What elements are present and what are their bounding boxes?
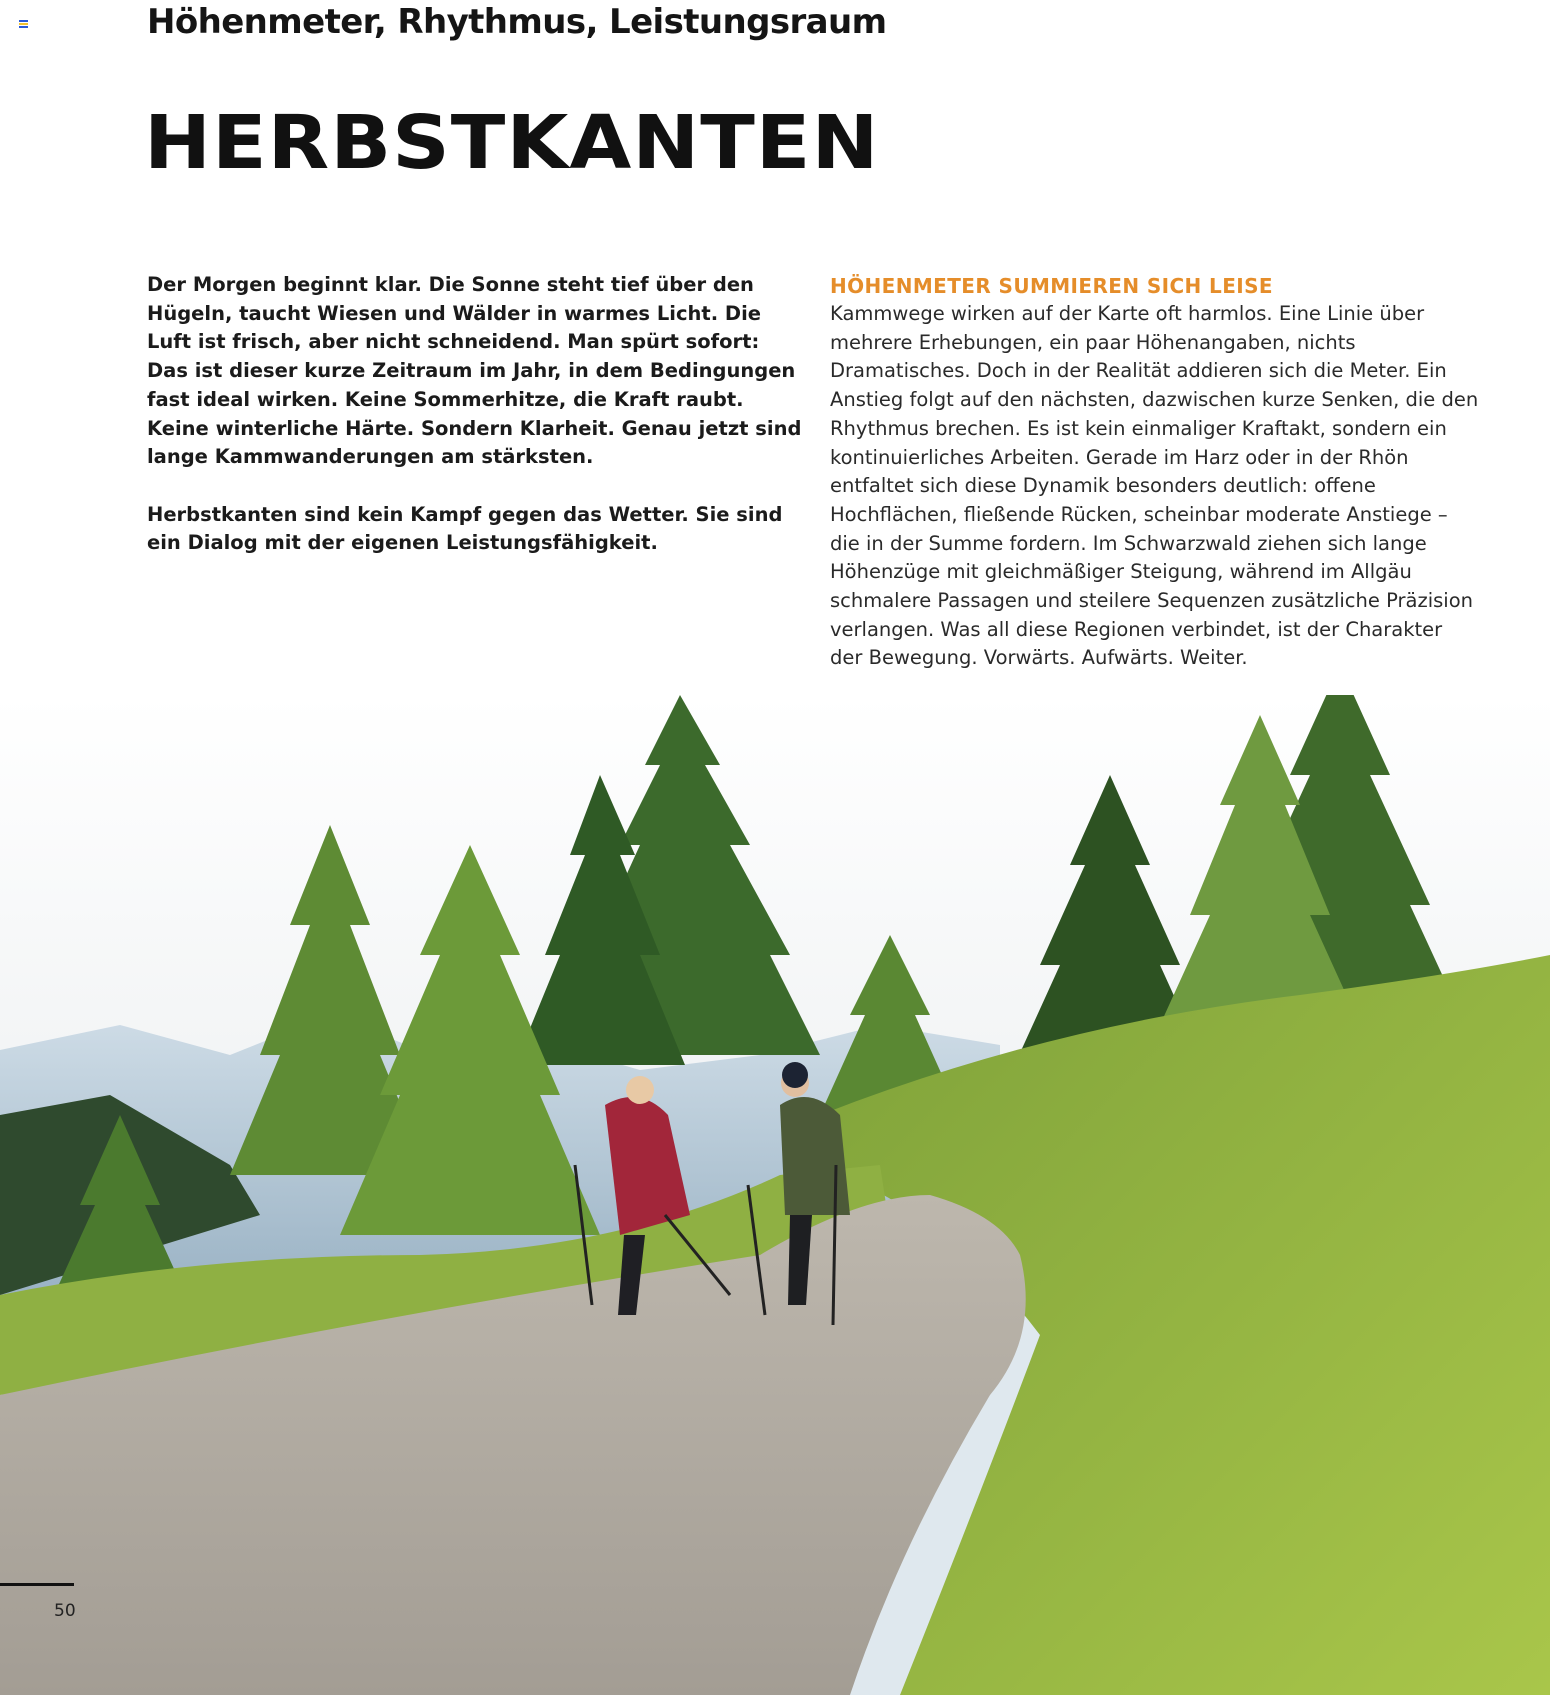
flag-stripe-top (19, 20, 28, 22)
page-kicker: Höhenmeter, Rhythmus, Leistungsraum (147, 2, 887, 42)
page-title: HERBSTKANTEN (144, 100, 880, 186)
flag-stripe-bottom (19, 26, 28, 28)
intro-paragraph: Herbstkanten sind kein Kampf gegen das Wetter. Sie sind ein Dialog mit der eigenen Leistungsfähigkeit. (147, 502, 783, 555)
flag-icon (19, 20, 28, 27)
page-rule (0, 1583, 74, 1586)
page-number: 50 (54, 1601, 76, 1621)
intro-column (147, 271, 807, 587)
section-body: Kammwege wirken auf der Karte oft harmlos. Eine Linie über mehrere Erhebungen, ein paar Höhenangaben, nichts Dramatisches. Doch in der Realität addieren sich die Meter. Ein Anstieg folgt auf den nächsten, dazwischen kurze Senken, die den Rhythmus brechen. Es ist kein einmaliger Kraftakt, sondern ein kontinuierliches Arbeiten. Gerade im Harz oder in der Rhön entfaltet sich diese Dynamik besonders deutlich: offene Hochflächen, fließende Rücken, scheinbar moderate Anstiege – die in der Summe fordern. Im Schwarzwald ziehen sich lange Höhenzüge mit gleichmäßiger Steigung, während im Allgäu schmalere Passagen und steilere Sequenzen zusätzliche Präzision verlangen. Was all diese Regionen verbindet, ist der Charakter der Bewegung. Vorwärts. Aufwärts. Weiter. (830, 302, 1479, 670)
flag-stripe-middle (19, 23, 28, 25)
section-heading: HÖHENMETER SUMMIEREN SICH LEISE (830, 274, 1273, 298)
article-column (830, 272, 1480, 673)
intro-paragraph: Der Morgen beginnt klar. Die Sonne steht tief über den Hügeln, taucht Wiesen und Wälder in warmes Licht. Die Luft ist frisch, aber nicht schneidend. Man spürt sofort: Das ist dieser kurze Zeitraum im Jahr, in dem Bedingungen fast ideal wirken. Keine Sommerhitze, die Kraft raubt. Keine winterliche Härte. Sondern Klarheit. Genau jetzt sind lange Kammwanderungen am stärksten. (147, 273, 802, 469)
hikers-photo (0, 695, 1550, 1695)
